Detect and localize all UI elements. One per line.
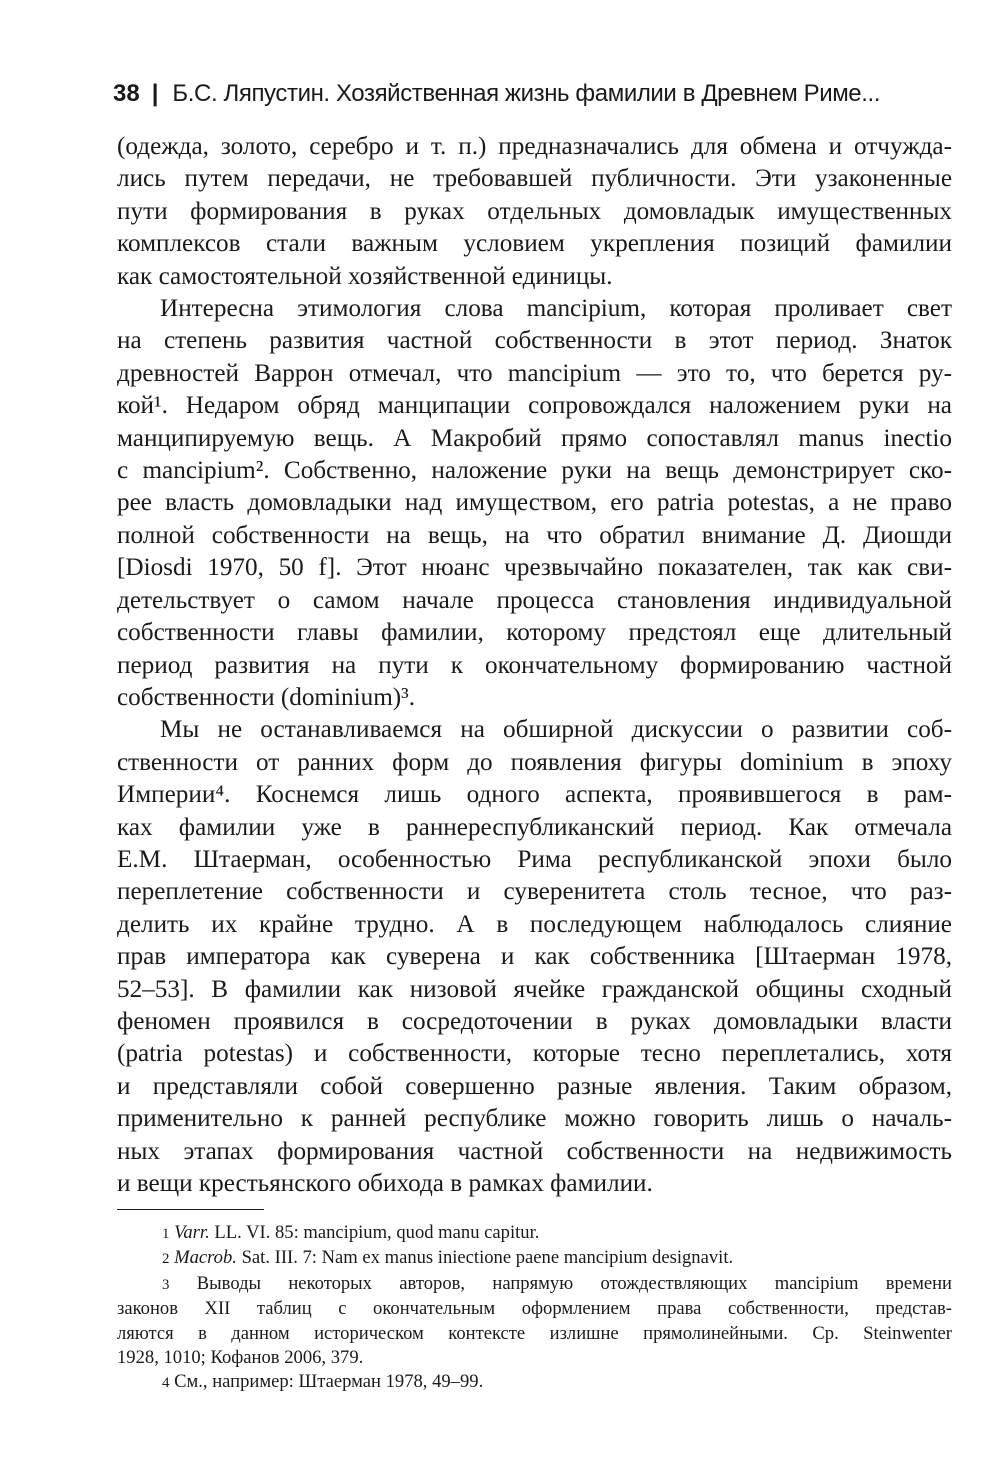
footnote-rule (117, 1209, 264, 1210)
text-line: прав императора как суверена и как собственника [Штаерман 1978, (117, 943, 952, 971)
text-line: кой¹. Недаром обряд манципации сопровождался наложением руки на (117, 392, 952, 420)
footnote-mark: 1 (162, 1226, 170, 1242)
running-header (113, 74, 953, 114)
text-line: [Diosdi 1970, 50 f]. Этот нюанс чрезвычайно показателен, так как сви- (117, 554, 952, 582)
text-line: Империи⁴. Коснемся лишь одного аспекта, проявившегося в рам- (117, 781, 952, 809)
footnote-text: См., например: Штаерман 1978, 49–99. (169, 1371, 484, 1393)
text-line: Е.М. Штаерман, особенностью Рима республиканской эпохи было (117, 845, 952, 873)
footnote-line (117, 1272, 952, 1297)
header-separator: | (151, 80, 159, 107)
footnote-2 (117, 1246, 952, 1271)
text-line: период развития на пути к окончательному формированию частной (117, 651, 952, 679)
text-line: Интересна этимология слова mancipium, которая проливает свет (160, 295, 952, 323)
text-line: (patria potestas) и собственности, которые тесно переплетались, хотя (117, 1040, 952, 1068)
footnote-1 (117, 1221, 952, 1246)
text-line: собственности (dominium)³. (117, 683, 416, 711)
footnote-mark: 3 (162, 1276, 170, 1293)
text-line: собственности главы фамилии, которому предстоял еще длительный (117, 619, 952, 647)
footnote-text: Sat. III. 7: Nam ex manus iniectione paene mancipium designavit. (236, 1247, 734, 1269)
text-line: ственности от ранних форм до появления фигуры dominium в эпоху (117, 748, 952, 776)
footnote-text: LL. VI. 85: mancipium, quod manu capitur. (209, 1222, 540, 1243)
text-line: (одежда, золото, серебро и т. п.) предназначались для обмена и отчужда- (117, 133, 952, 160)
text-line: полной собственности на вещь, на что обратил внимание Д. Диошди (117, 521, 952, 549)
footnote-mark: 2 (162, 1251, 170, 1268)
footnote-4 (117, 1370, 952, 1395)
footnote-text: Выводы некоторых авторов, напрямую отождествляющих mancipium времени (169, 1272, 952, 1294)
text-line: 52–53]. В фамилии как низовой ячейке гражданской общины сходный (117, 975, 952, 1003)
main-text (117, 131, 952, 1200)
text-line: переплетение собственности и суверенитета столь тесное, что раз- (117, 878, 952, 906)
paragraph-3 (117, 714, 952, 1200)
text-line: пути формирования в руках отдельных домовладык имущественных (117, 197, 952, 225)
text-line: лись путем передачи, не требовавшей публичности. Эти узаконенные (117, 165, 952, 193)
paragraph-2 (117, 293, 952, 714)
footnote-line (117, 1370, 952, 1395)
text-line: Мы не останавливаемся на обширной дискуссии о развитии соб- (160, 716, 952, 744)
running-title: Б.С. Ляпустин. Хозяйственная жизнь фамилии в Древнем Риме... (172, 80, 881, 107)
text-line: манципируемую вещь. А Макробий прямо сопоставлял manus inectio (117, 424, 952, 452)
text-line: древностей Варрон отмечал, что mancipium — это то, что берется ру- (117, 359, 952, 387)
footnote-mark: 4 (162, 1375, 170, 1392)
footnote-line: законов XII таблиц с окончательным оформлением права собственности, представ- (117, 1298, 952, 1320)
paragraph-1 (117, 131, 952, 293)
footnote-3 (117, 1272, 952, 1371)
footnote-line: 1928, 1010; Кофанов 2006, 379. (117, 1347, 364, 1369)
text-line: как самостоятельной хозяйственной единицы. (117, 262, 613, 290)
text-line: феномен проявился в сосредоточении в руках домовладыки власти (117, 1007, 952, 1035)
footnote-line (117, 1221, 952, 1246)
text-line: на степень развития частной собственности в этот период. Знаток (117, 327, 952, 355)
page-number: 38 (113, 80, 140, 107)
footnote-line: ляются в данном историческом контексте излишне прямолинейными. Ср. Steinwenter (117, 1322, 952, 1344)
text-line: применительно к ранней республике можно говорить лишь о началь- (117, 1105, 952, 1133)
text-line: с mancipium². Собственно, наложение руки на вещь демонстрирует ско- (117, 457, 952, 485)
footnote-author: Macrob. (174, 1247, 237, 1269)
footnote-author: Varr. (174, 1222, 210, 1243)
text-line: комплексов стали важным условием укрепления позиций фамилии (117, 230, 952, 258)
text-line: делить их крайне трудно. А в последующем наблюдалось слияние (117, 910, 952, 938)
footnote-line (117, 1246, 952, 1271)
text-line: ках фамилии уже в раннереспубликанский период. Как отмечала (117, 813, 952, 841)
footnotes (117, 1221, 952, 1396)
text-line: и вещи крестьянского обихода в рамках фамилии. (117, 1170, 653, 1197)
text-line: детельствует о самом начале процесса становления индивидуальной (117, 586, 952, 614)
text-line: рее власть домовладыки над имуществом, его patria potestas, а не право (117, 489, 952, 517)
text-line: и представляли собой совершенно разные явления. Таким образом, (117, 1072, 952, 1100)
text-line: ных этапах формирования частной собственности на недвижимость (117, 1137, 952, 1165)
